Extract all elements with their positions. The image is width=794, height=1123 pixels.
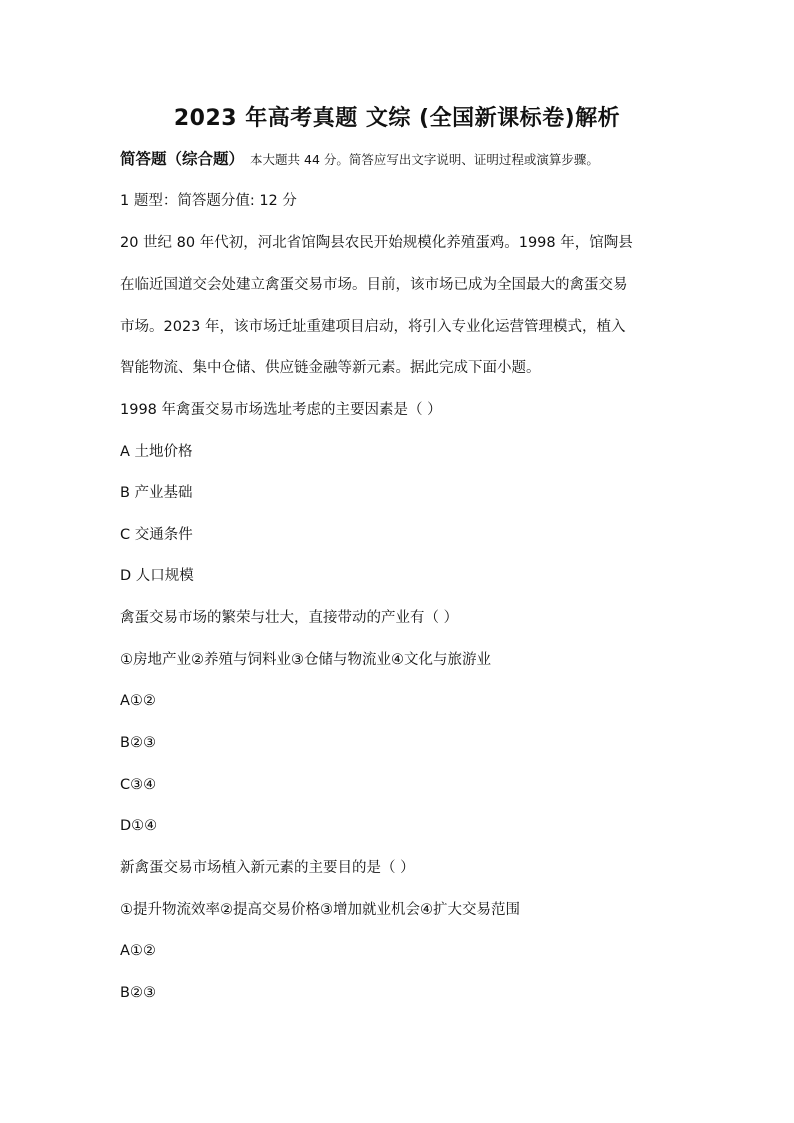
passage-line-4: 智能物流、集中仓储、供应链金融等新元素。据此完成下面小题。: [120, 360, 541, 376]
q2-option-c: C③④: [120, 777, 157, 793]
page-title: 2023 年高考真题 文综 (全国新课标卷)解析: [173, 106, 621, 131]
q2-statements: ①房地产业②养殖与饲料业③仓储与物流业④文化与旅游业: [120, 652, 491, 668]
section-header: [120, 149, 680, 170]
q3-statements: ①提升物流效率②提高交易价格③增加就业机会④扩大交易范围: [120, 902, 520, 918]
q2-option-d: D①④: [120, 818, 158, 834]
passage-line-2: 在临近国道交会处建立禽蛋交易市场。目前，该市场已成为全国最大的禽蛋交易: [120, 277, 628, 293]
q1-option-d: D 人口规模: [120, 568, 194, 584]
q1-option-c: C 交通条件: [120, 527, 193, 543]
q2-option-a: A①②: [120, 693, 156, 709]
section-description: 本大题共 44 分。简答应写出文字说明、证明过程或演算步骤。: [250, 152, 599, 167]
q3-stem: 新禽蛋交易市场植入新元素的主要目的是（ ）: [120, 860, 415, 876]
q1-option-a: A 土地价格: [120, 444, 193, 460]
q3-option-a: A①②: [120, 943, 156, 959]
q1-stem: 1998 年禽蛋交易市场选址考虑的主要因素是（ ）: [120, 402, 442, 418]
q2-stem: 禽蛋交易市场的繁荣与壮大，直接带动的产业有（ ）: [120, 610, 459, 626]
passage-line-1: 20 世纪 80 年代初，河北省馆陶县农民开始规模化养殖蛋鸡。1998 年，馆陶县: [120, 235, 633, 251]
section-heading: 简答题（综合题）: [120, 150, 245, 168]
q3-option-b: B②③: [120, 985, 156, 1001]
q2-option-b: B②③: [120, 735, 156, 751]
q1-option-b: B 产业基础: [120, 485, 193, 501]
question-meta: 1 题型：简答题分值: 12 分: [120, 193, 297, 209]
passage-line-3: 市场。2023 年，该市场迁址重建项目启动，将引入专业化运营管理模式，植入: [120, 319, 626, 335]
